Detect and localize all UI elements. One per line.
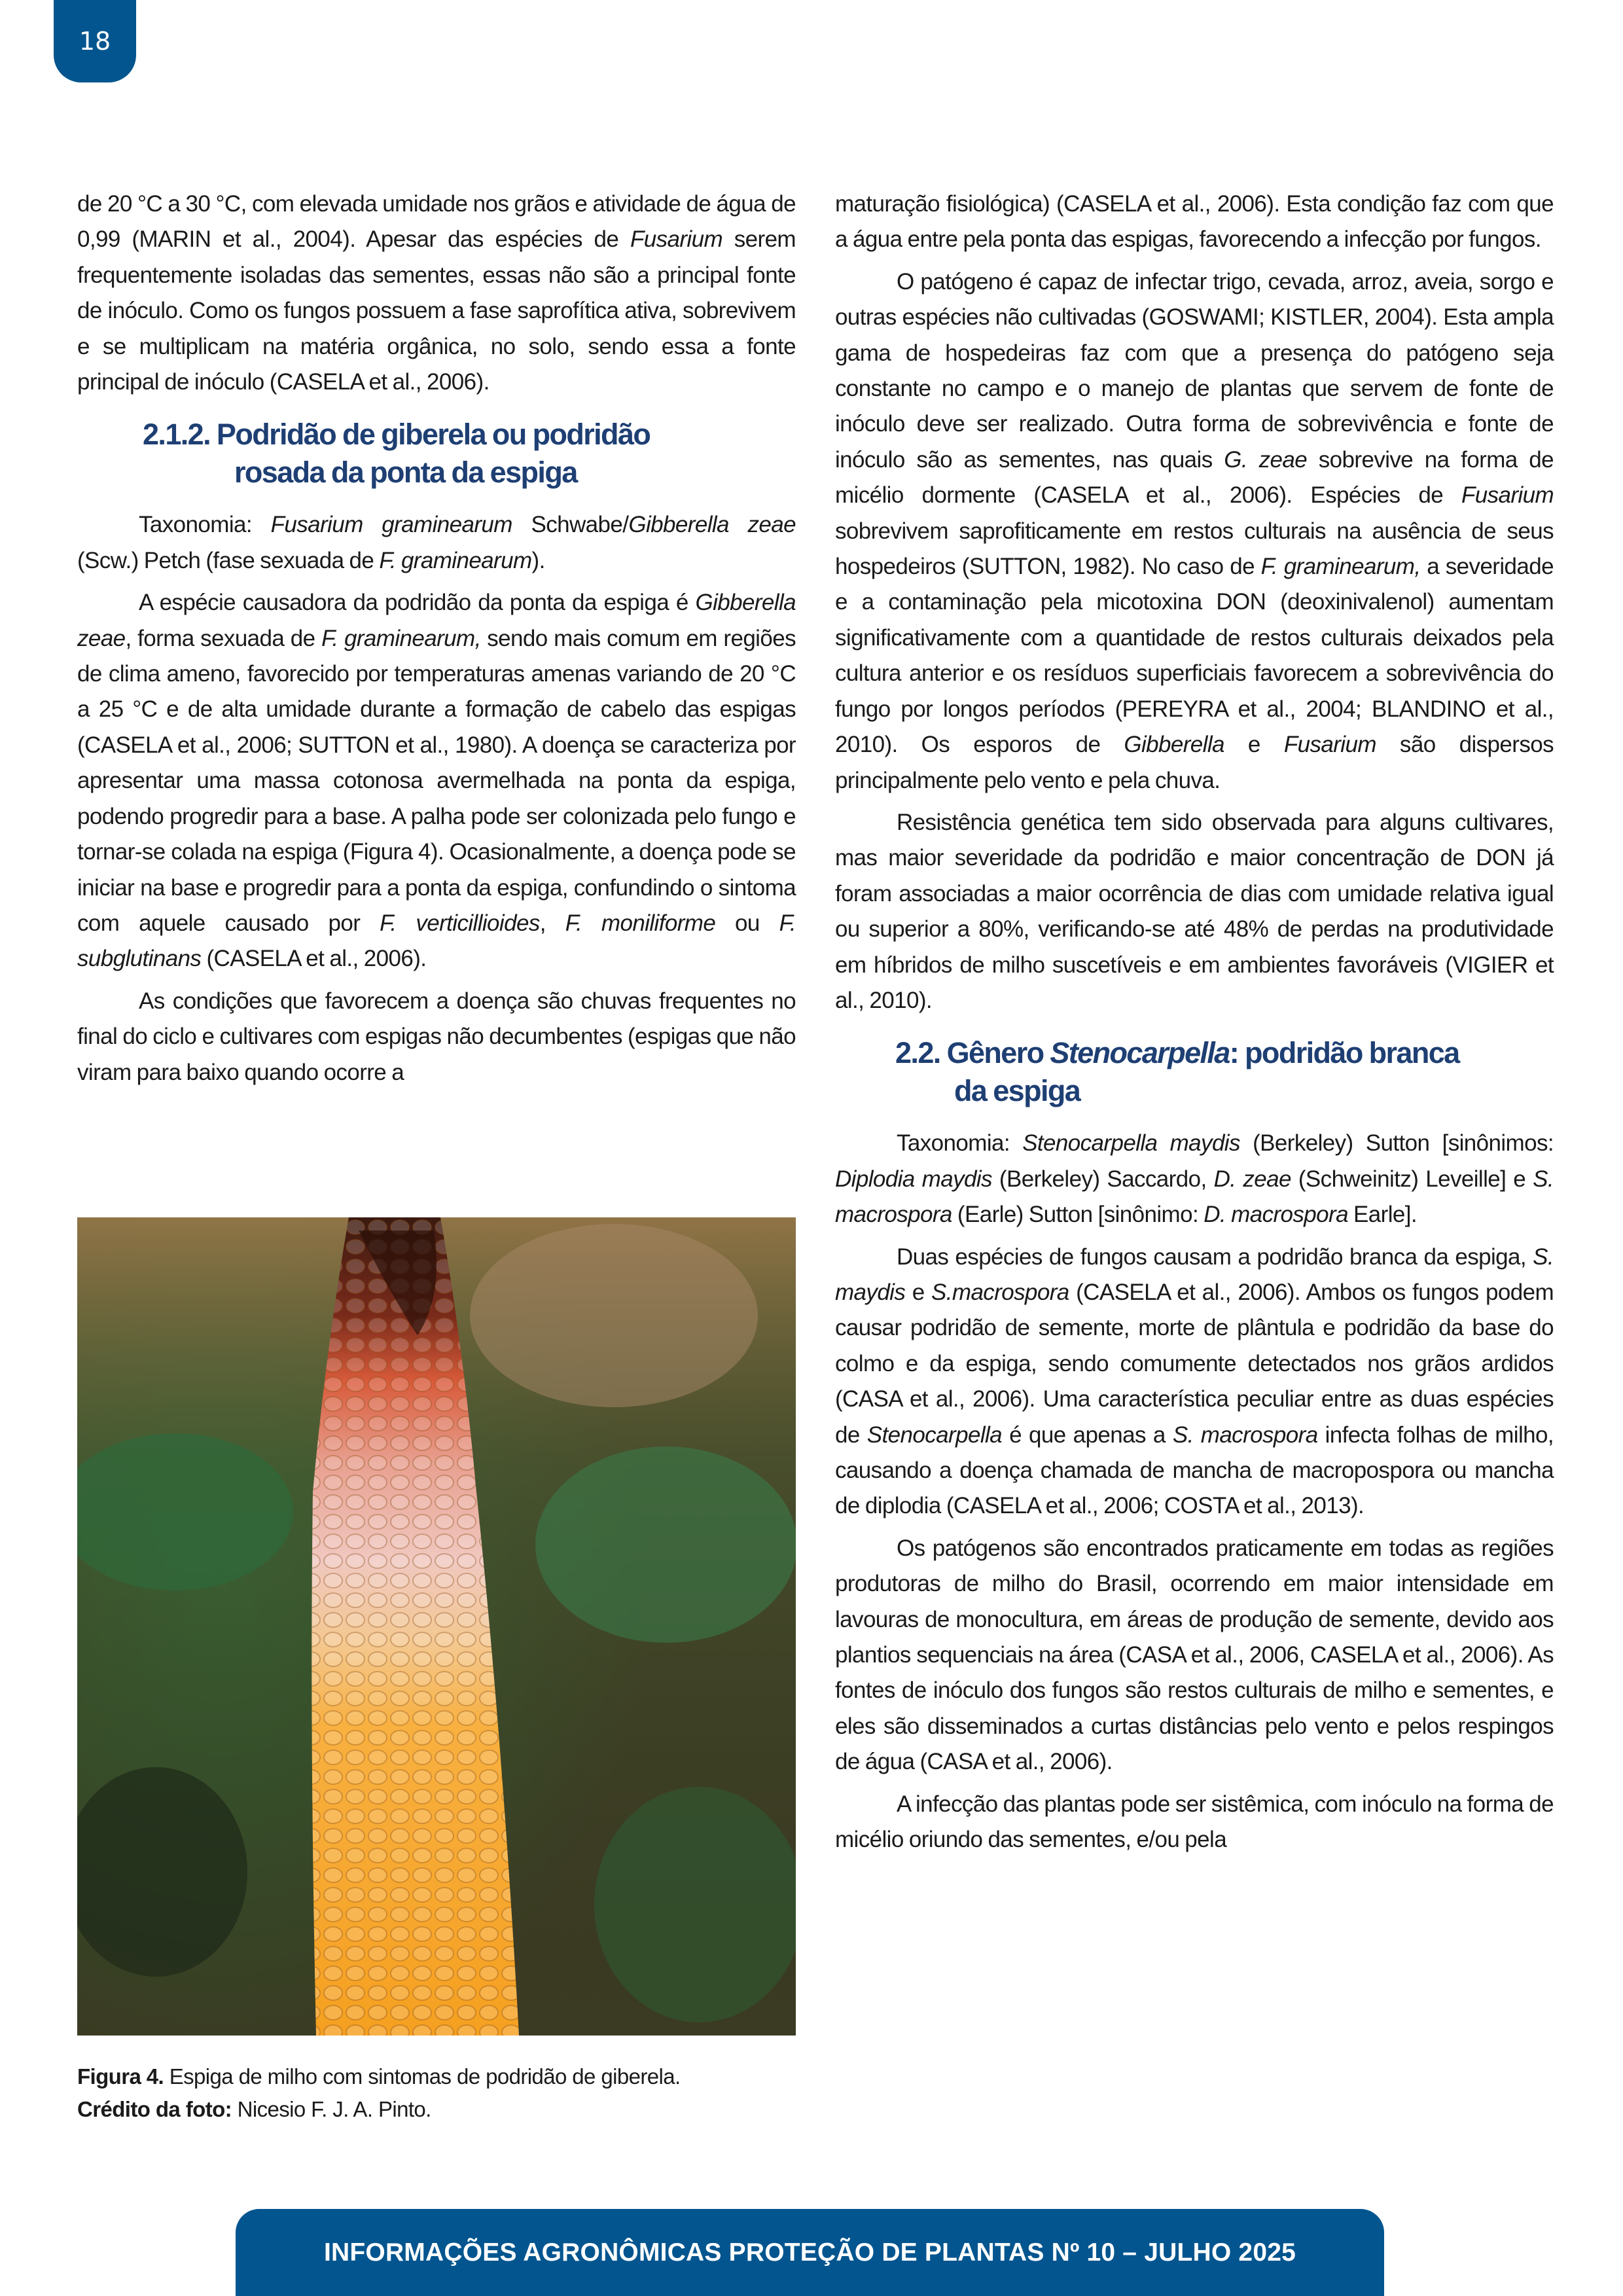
corn-ear-image xyxy=(77,1217,796,2036)
paragraph: maturação fisiológica) (CASELA et al., 2006). Esta condição faz com que a água entre pela ponta das espigas, favorecendo a infecção por fungos. xyxy=(835,191,1554,253)
paragraph: Resistência genética tem sido observada para alguns cultivares, mas maior severidade da podridão e maior concentração de DON já foram associadas a maior ocorrência de dias com umidade relativa igual ou superior a 80%, verificando-se até 48% de perdas na produtividade em híbridos de milho suscetíveis e em ambientes favoráveis (VIGIER et al., 2010). xyxy=(835,809,1554,1013)
publication-title: INFORMAÇÕES AGRONÔMICAS PROTEÇÃO DE PLANTAS Nº 10 – JULHO 2025 xyxy=(323,2238,1296,2267)
left-column xyxy=(77,187,796,1097)
heading-number: 2.2. xyxy=(895,1036,940,1070)
figure-4-photo-corn-ear xyxy=(77,1217,796,2036)
heading-number: 2.1.2. xyxy=(143,418,210,452)
taxonomy-paragraph: Taxonomia: Fusarium graminearum Schwabe/Gibberella zeae (Scw.) Petch (fase sexuada de F. graminearum). xyxy=(77,512,796,573)
paragraph: Duas espécies de fungos causam a podridão branca da espiga, S. maydis e S.macrospora (CASELA et al., 2006). Ambos os fungos podem causar podridão de semente, morte de plântula e podridão da base do colmo e da espiga, sendo comumente detectados nos grãos ardidos (CASA et al., 2006). Uma característica peculiar entre as duas espécies de Stenocarpella é que apenas a S. macrospora infecta folhas de milho, causando a doença chamada de mancha de macropospora ou mancha de diplodia (CASELA et al., 2006; COSTA et al., 2013). xyxy=(835,1244,1554,1519)
figure-caption: Figura 4. Espiga de milho com sintomas de podridão de giberela. Crédito da foto: Nicesio F. J. A. Pinto. xyxy=(77,2064,681,2121)
paragraph: O patógeno é capaz de infectar trigo, cevada, arroz, aveia, sorgo e outras espécies não cultivadas (GOSWAMI; KISTLER, 2004). Esta ampla gama de hospedeiras faz com que a presença do patógeno seja constante no campo e o manejo de plantas que servem de fonte de inóculo deve ser realizado. Outra forma de sobrevivência e fonte de inóculo são as sementes, nas quais G. zeae sobrevive na forma de micélio dormente (CASELA et al., 2006). Espécies de Fusarium sobrevivem saprofiticamente em restos culturais na ausência de seus hospedeiros (SUTTON, 1982). No caso de F. graminearum, a severidade e a contaminação pela micotoxina DON (deoxinivalenol) aumentam significativamente com a quantidade de restos culturais deixados pela cultura anterior e os resíduos superficiais favorecem a sobrevivência do fungo por longos períodos (PEREYRA et al., 2004; BLANDINO et al., 2010). Os esporos de Gibberella e Fusarium são dispersos principalmente pelo vento e pela chuva. xyxy=(835,268,1554,793)
page-number-tab xyxy=(54,0,136,82)
paragraph: A espécie causadora da podridão da ponta da espiga é Gibberella zeae, forma sexuada de F. graminearum, sendo mais comum em regiões de clima ameno, favorecido por temperaturas amenas variando de 20 °C a 25 °C e de alta umidade durante a formação de cabelo das espigas (CASELA et al., 2006; SUTTON et al., 1980). A doença se caracteriza por apresentar uma massa cotonosa avermelhada na ponta da espiga, podendo progredir para a base. A palha pode ser colonizada pelo fungo e tornar-se colada na espiga (Figura 4). Ocasionalmente, a doença pode se iniciar na base e progredir para a ponta da espiga, confundindo o sintoma com aquele causado por F. verticillioides, F. moniliforme ou F. subglutinans (CASELA et al., 2006). xyxy=(77,590,796,972)
section-heading-2-2: 2.2. Gênero Stenocarpella: podridão branca da espiga xyxy=(895,1036,1459,1108)
paragraph: As condições que favorecem a doença são chuvas frequentes no final do ciclo e cultivares com espigas não decumbentes (espigas que não viram para baixo quando ocorre a xyxy=(77,988,796,1085)
footer-bar xyxy=(236,2209,1384,2296)
paragraph: de 20 °C a 30 °C, com elevada umidade nos grãos e atividade de água de 0,99 (MARIN et al., 2004). Apesar das espécies de Fusarium serem frequentemente isoladas das sementes, essas não são a principal fonte de inóculo. Como os fungos possuem a fase saprofítica ativa, sobrevivem e se multiplicam na matéria orgânica, no solo, sendo essa a fonte principal de inóculo (CASELA et al., 2006). xyxy=(77,191,796,395)
page-number: 18 xyxy=(79,27,111,56)
section-heading-2-1-2: 2.1.2. Podridão de giberela ou podridão rosada da ponta da espiga xyxy=(143,418,651,490)
paragraph: A infecção das plantas pode ser sistêmica, com inóculo na forma de micélio oriundo das sementes, e/ou pela xyxy=(835,1791,1554,1853)
right-column xyxy=(835,187,1554,1864)
figure-label: Figura 4. xyxy=(77,2064,164,2089)
taxonomy-paragraph: Taxonomia: Stenocarpella maydis (Berkeley) Sutton [sinônimos: Diplodia maydis (Berkeley) Saccardo, D. zeae (Schweinitz) Leveille] e S. macrospora (Earle) Sutton [sinônimo: D. macrospora Earle]. xyxy=(835,1130,1554,1228)
photo-credit-label: Crédito da foto: xyxy=(77,2097,232,2121)
paragraph: Os patógenos são encontrados praticamente em todas as regiões produtoras de milho do Brasil, ocorrendo em maior intensidade em lavouras de monocultura, em áreas de produção de semente, devido aos plantios sequenciais na área (CASA et al., 2006, CASELA et al., 2006). As fontes de inóculo dos fungos são restos culturais de milho e sementes, e eles são disseminados a curtas distâncias pelo vento e pelos respingos de água (CASA et al., 2006). xyxy=(835,1535,1554,1775)
